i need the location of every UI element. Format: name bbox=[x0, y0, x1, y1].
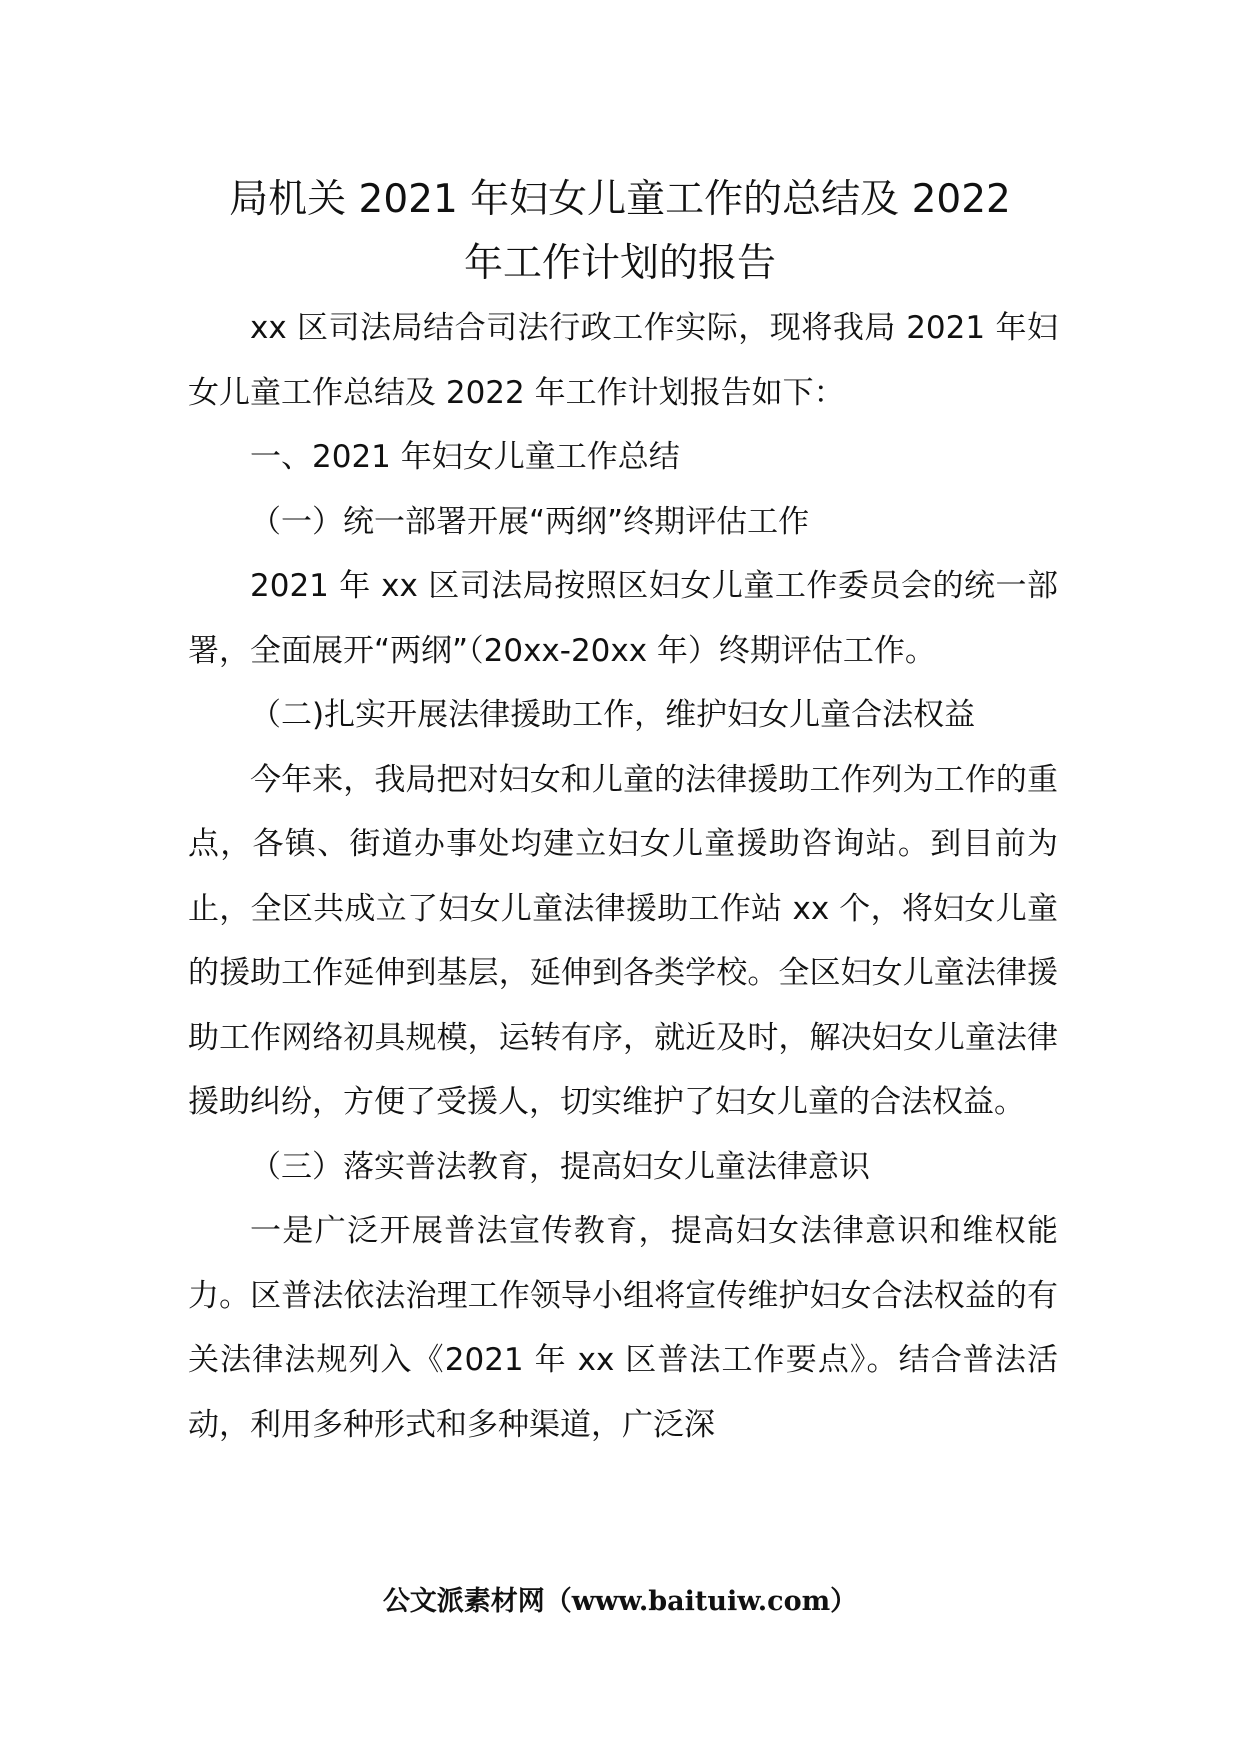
document-title-line-1: 局机关 2021 年妇女儿童工作的总结及 2022 bbox=[229, 177, 1011, 222]
subsection-1-heading: （一）统一部署开展“两纲”终期评估工作 bbox=[250, 503, 810, 540]
subsection-3-heading: （三）落实普法教育，提高妇女儿童法律意识 bbox=[250, 1148, 870, 1185]
intro-paragraph: xx 区司法局结合司法行政工作实际，现将我局 2021 年妇女儿童工作总结及 2022 年工作计划报告如下： bbox=[188, 310, 1058, 411]
subsection-1-paragraph: 2021 年 xx 区司法局按照区妇女儿童工作委员会的统一部署，全面展开“两纲”（20xx-20xx 年）终期评估工作。 bbox=[188, 568, 1058, 669]
subsection-2-heading: （二)扎实开展法律援助工作，维护妇女儿童合法权益 bbox=[250, 697, 976, 733]
source-footer: 公文派素材网（www.baituiw.com） bbox=[382, 1586, 858, 1617]
subsection-3-paragraph: 一是广泛开展普法宣传教育，提高妇女法律意识和维权能力。区普法依法治理工作领导小组将宣传维护妇女合法权益的有关法律法规列入《2021 年 xx 区普法工作要点》。结合普法活动，利用多种形式和多种渠道，广泛深 bbox=[188, 1213, 1058, 1443]
section-1-heading: 一、2021 年妇女儿童工作总结 bbox=[250, 439, 680, 475]
document-body bbox=[188, 296, 1058, 1457]
subsection-2-paragraph: 今年来，我局把对妇女和儿童的法律援助工作列为工作的重点，各镇、街道办事处均建立妇女儿童援助咨询站。到目前为止，全区共成立了妇女儿童法律援助工作站 xx 个，将妇女儿童的援助工作延伸到基层，延伸到各类学校。全区妇女儿童法律援助工作网络初具规模，运转有序，就近及时，解决妇女儿童法律援助纠纷，方便了受援人，切实维护了妇女儿童的合法权益。 bbox=[188, 761, 1058, 1120]
document-title-line-2: 年工作计划的报告 bbox=[463, 241, 776, 286]
